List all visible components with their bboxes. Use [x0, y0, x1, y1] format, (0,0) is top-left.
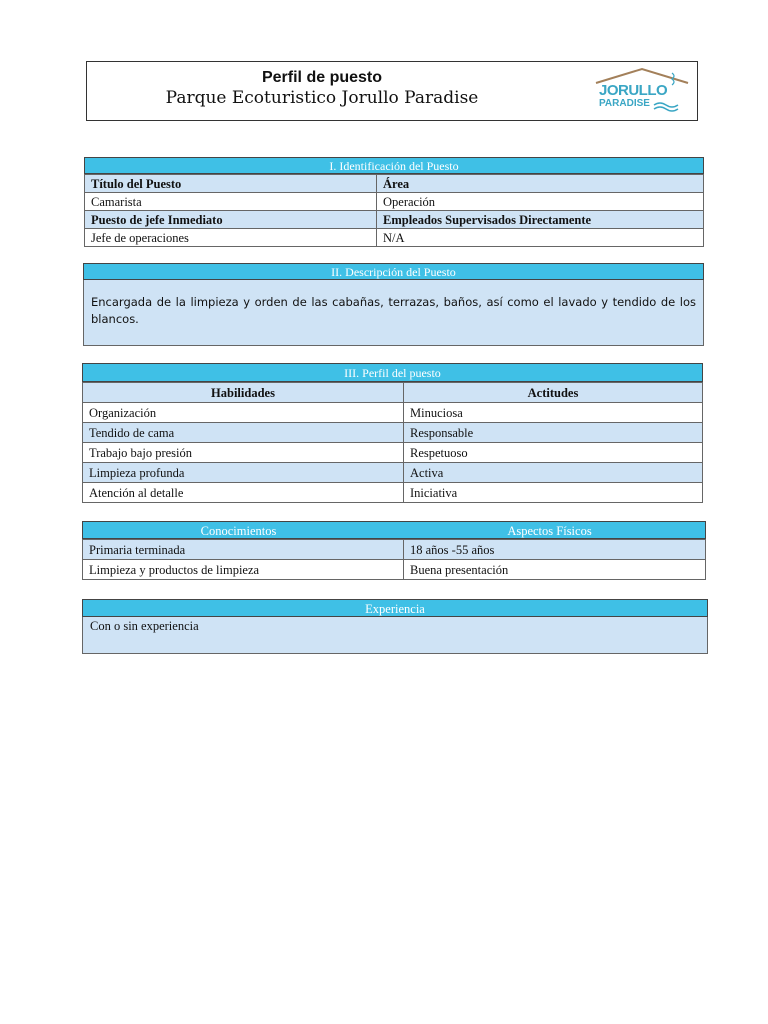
table-cell: Limpieza y productos de limpieza	[83, 560, 404, 580]
experiencia-text: Con o sin experiencia	[82, 617, 708, 654]
table-cell: Operación	[377, 193, 704, 211]
column-header-aspectos-fisicos: Aspectos Físicos	[507, 524, 592, 538]
company-logo	[592, 67, 692, 115]
table-cell: N/A	[377, 229, 704, 247]
experiencia-section	[82, 599, 708, 654]
page-title: Perfil de puesto	[261, 69, 383, 86]
table-row	[85, 193, 704, 211]
table-cell: Camarista	[85, 193, 377, 211]
identificacion-table	[84, 174, 704, 247]
table-row	[83, 540, 706, 560]
page-subtitle: Parque Ecoturistico Jorullo Paradise	[165, 88, 479, 108]
descripcion-heading: II. Descripción del Puesto	[83, 263, 704, 280]
table-cell: Activa	[404, 463, 703, 483]
table-cell: Respetuoso	[404, 443, 703, 463]
table-cell: Área	[377, 175, 704, 193]
descripcion-section	[83, 263, 704, 346]
table-row	[85, 211, 704, 229]
table-row	[83, 483, 703, 503]
table-cell: Trabajo bajo presión	[83, 443, 404, 463]
table-cell: Tendido de cama	[83, 423, 404, 443]
table-cell: Responsable	[404, 423, 703, 443]
perfil-heading: III. Perfil del puesto	[82, 363, 703, 382]
table-row	[83, 423, 703, 443]
table-cell: Título del Puesto	[85, 175, 377, 193]
table-cell: Puesto de jefe Inmediato	[85, 211, 377, 229]
table-cell: Empleados Supervisados Directamente	[377, 211, 704, 229]
table-row	[83, 383, 703, 403]
column-header-actitudes: Actitudes	[404, 383, 703, 403]
perfil-section	[82, 363, 703, 503]
identificacion-section	[84, 157, 704, 247]
conocimientos-table	[82, 539, 706, 580]
perfil-table	[82, 382, 703, 503]
descripcion-text: Encargada de la limpieza y orden de las cabañas, terrazas, baños, así como el lavado y tendido de los blancos.	[83, 280, 704, 346]
table-row	[85, 175, 704, 193]
experiencia-heading: Experiencia	[82, 599, 708, 617]
table-row	[83, 463, 703, 483]
table-cell: Jefe de operaciones	[85, 229, 377, 247]
identificacion-heading: I. Identificación del Puesto	[84, 157, 704, 174]
conocimientos-section	[82, 521, 706, 580]
table-cell: Minuciosa	[404, 403, 703, 423]
table-row	[83, 403, 703, 423]
table-cell: Iniciativa	[404, 483, 703, 503]
table-cell: Buena presentación	[404, 560, 706, 580]
column-header-conocimientos: Conocimientos	[200, 524, 277, 538]
conocimientos-header	[82, 521, 706, 539]
logo-text-paradise: PARADISE	[599, 98, 650, 109]
table-row	[85, 229, 704, 247]
table-cell: 18 años -55 años	[404, 540, 706, 560]
table-cell: Limpieza profunda	[83, 463, 404, 483]
table-row	[83, 443, 703, 463]
table-cell: Primaria terminada	[83, 540, 404, 560]
logo-text-jorullo: JORULLO	[599, 82, 668, 99]
table-cell: Organización	[83, 403, 404, 423]
table-cell: Atención al detalle	[83, 483, 404, 503]
document-header	[86, 61, 698, 121]
table-row	[83, 560, 706, 580]
column-header-habilidades: Habilidades	[83, 383, 404, 403]
